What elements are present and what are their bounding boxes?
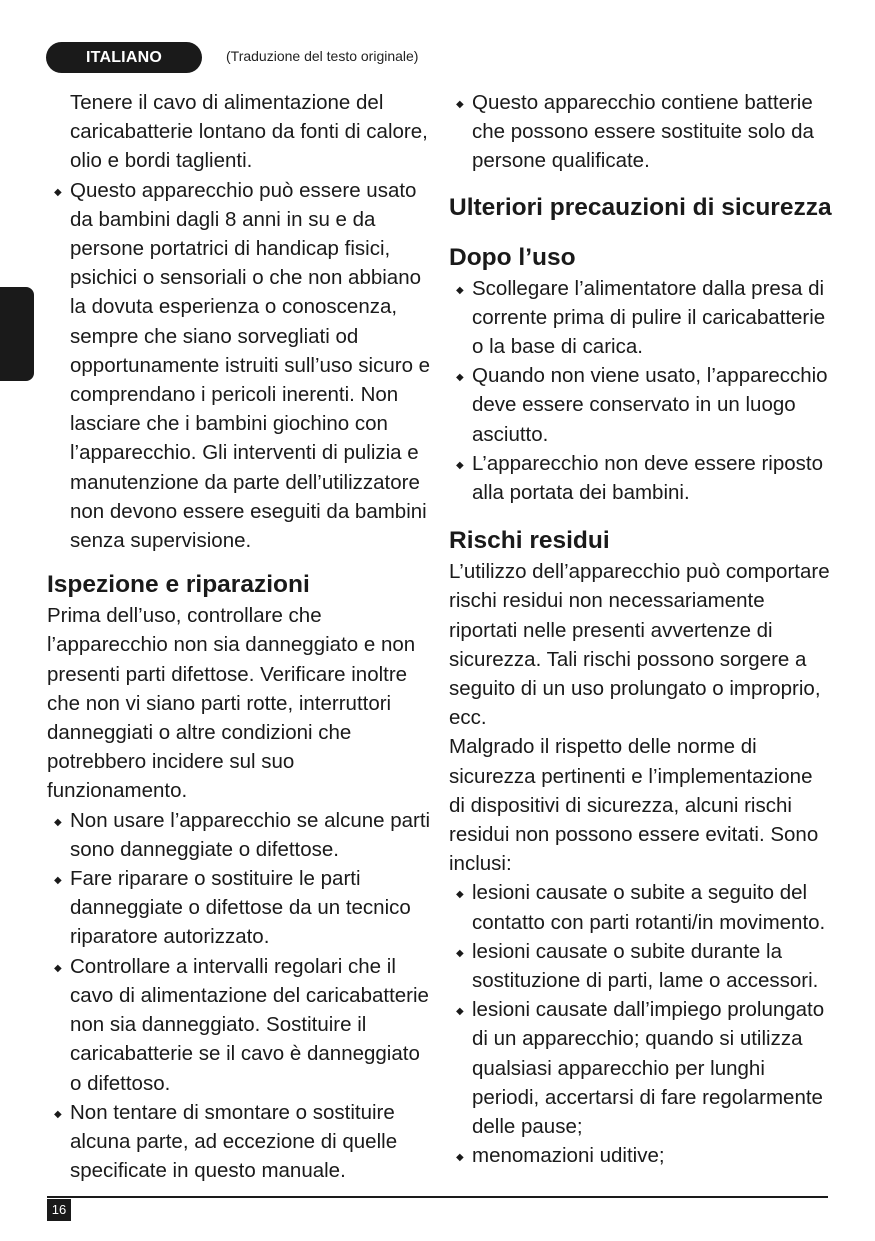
- intro-continuation: Tenere il cavo di alimentazione del caricabatterie lontano da fonti di calore, olio e bordi taglienti.: [70, 91, 428, 173]
- bullet-icon: ◆: [456, 284, 464, 296]
- list-item: ◆ Non usare l’apparecchio se alcune parti sono danneggiate o difettose.: [47, 806, 432, 864]
- language-badge: ITALIANO: [46, 42, 202, 73]
- left-column: [47, 88, 432, 1185]
- bullet-icon: ◆: [456, 459, 464, 471]
- list-item: ◆ lesioni causate dall’impiego prolungato di un apparecchio; quando si utilizza qualsiasi apparecchio per lunghi periodi, accertarsi di fare regolarmente delle pause;: [449, 995, 834, 1141]
- bullet-icon: ◆: [456, 889, 464, 901]
- further-precautions-heading: Ulteriori precauzioni di sicurezza: [449, 193, 832, 221]
- residual-risks-heading: Rischi residui: [449, 527, 610, 555]
- list-item: ◆ Scollegare l’alimentatore dalla presa di corrente prima di pulire il caricabatterie o la base di carica.: [449, 274, 834, 362]
- inspection-heading: Ispezione e riparazioni: [47, 571, 310, 599]
- list-item: ◆ Questo apparecchio contiene batterie che possono essere sostituite solo da persone qualificate.: [449, 88, 834, 176]
- list-item: ◆ Questo apparecchio può essere usato da bambini dagli 8 anni in su e da persone portatrici di handicap fisici, psichici o sensoriali o che non abbiano la dovuta esperienza o conoscenza, sempre che siano sorvegliati od opportunamente istruiti sull’uso sicuro e comprendano i pericoli inerenti. Non lasciare che i bambini giochino con l’apparecchio. Gli interventi di pulizia e manutenzione da parte dell’utilizzatore non devono essere eseguiti da bambini senza supervisione.: [47, 176, 432, 556]
- bullet-icon: ◆: [54, 962, 62, 974]
- bullet-icon: ◆: [456, 99, 464, 110]
- list-item: ◆ lesioni causate o subite a seguito del contatto con parti rotanti/in movimento.: [449, 878, 834, 936]
- page-number: 16: [47, 1199, 71, 1221]
- bullet-icon: ◆: [54, 1108, 62, 1120]
- right-column: [449, 88, 834, 1171]
- bullet-icon: ◆: [54, 875, 62, 887]
- inspection-paragraph: Prima dell’uso, controllare che l’apparecchio non sia danneggiato e non presenti parti difettose. Verificare inoltre che non vi siano parti rotte, interruttori danneggiati o altre condizioni che potrebbero incidere sul suo funzionamento.: [47, 604, 416, 803]
- list-item: ◆ L’apparecchio non deve essere riposto alla portata dei bambini.: [449, 449, 834, 507]
- list-item: ◆ Fare riparare o sostituire le parti danneggiate o difettose da un tecnico riparatore autorizzato.: [47, 864, 432, 952]
- list-item: ◆ lesioni causate o subite durante la sostituzione di parti, lame o accessori.: [449, 937, 834, 995]
- residual-paragraph-1: L’utilizzo dell’apparecchio può comportare rischi residui non necessariamente riportati nelle presenti avvertenze di sicurezza. Tali rischi possono sorgere a seguito di un uso prolungato o improprio, ecc.: [449, 560, 830, 730]
- bullet-icon: ◆: [456, 372, 464, 384]
- bullet-icon: ◆: [54, 186, 62, 198]
- bullet-icon: ◆: [54, 816, 62, 828]
- bullet-icon: ◆: [456, 947, 464, 959]
- bullet-icon: ◆: [456, 1006, 464, 1018]
- bullet-icon: ◆: [456, 1152, 464, 1164]
- list-item: ◆ Non tentare di smontare o sostituire alcuna parte, ad eccezione di quelle specificate in questo manuale.: [47, 1098, 432, 1186]
- footer-rule: [47, 1196, 828, 1198]
- translation-note: (Traduzione del testo originale): [226, 48, 419, 64]
- list-item: ◆ Quando non viene usato, l’apparecchio deve essere conservato in un luogo asciutto.: [449, 361, 834, 449]
- list-item: ◆ menomazioni uditive;: [449, 1141, 834, 1170]
- list-item: ◆ Controllare a intervalli regolari che il cavo di alimentazione del caricabatterie non sia danneggiato. Sostituire il caricabatterie se il cavo è danneggiato o difettoso.: [47, 952, 432, 1098]
- residual-paragraph-2: Malgrado il rispetto delle norme di sicurezza pertinenti e l’implementazione di dispositivi di sicurezza, alcuni rischi residui non possono essere evitati. Sono inclusi:: [449, 735, 819, 876]
- section-side-tab: [0, 287, 34, 381]
- after-use-heading: Dopo l’uso: [449, 243, 576, 271]
